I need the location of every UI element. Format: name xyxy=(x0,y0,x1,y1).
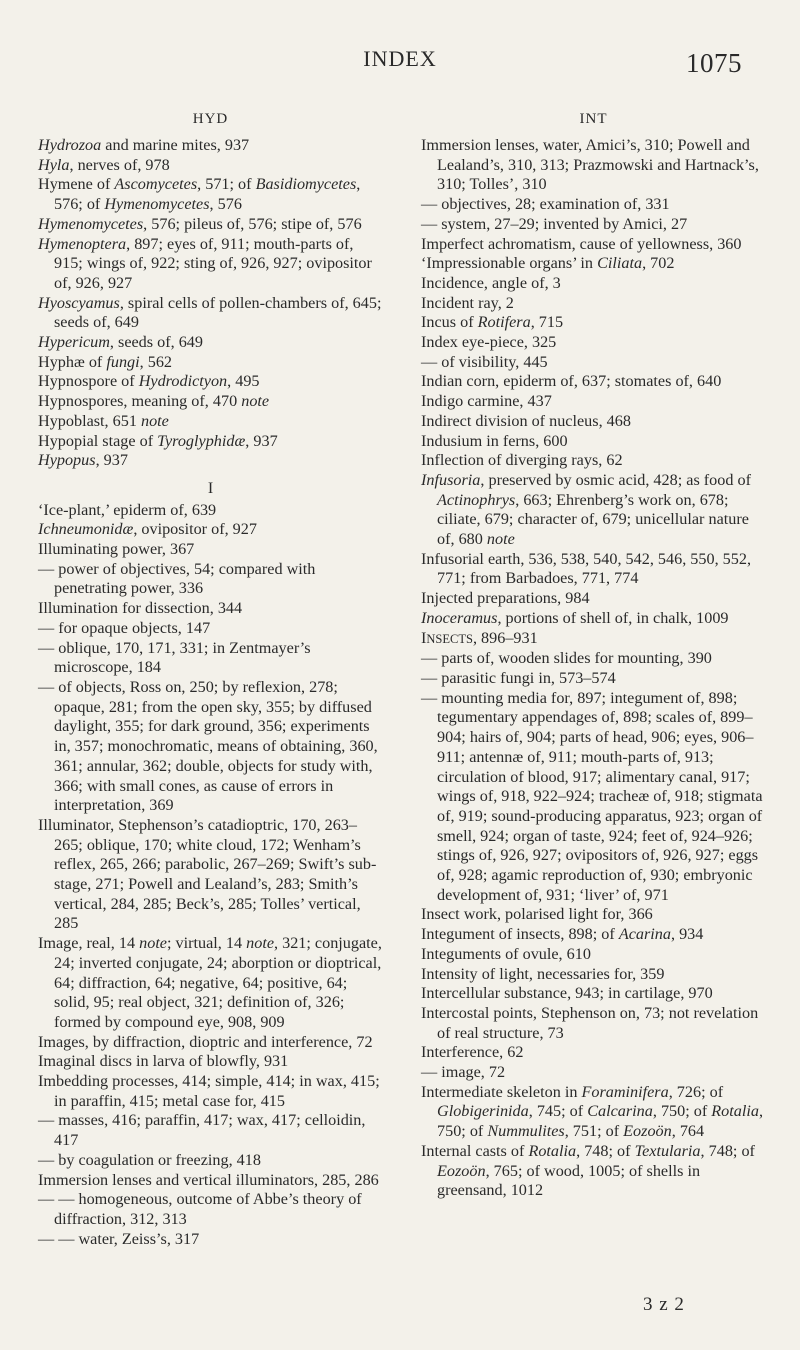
index-entry: Hymenomycetes, 576; pileus of, 576; stipe of, 576 xyxy=(38,214,362,233)
index-entry: Hymene of Ascomycetes, 571; of Basidiomycetes, 576; of Hymenomycetes, 576 xyxy=(38,175,361,214)
index-entry: Indigo carmine, 437 xyxy=(421,392,552,411)
index-entry: — power of objectives, 54; compared with penetrating power, 336 xyxy=(38,559,316,598)
letter-heading: I xyxy=(207,479,214,497)
index-entry: Internal casts of Rotalia, 748; of Textularia, 748; of Eozoön, 765; of wood, 1005; of shells in greensand, 1012 xyxy=(421,1141,755,1200)
index-entry: ‘Ice-plant,’ epiderm of, 639 xyxy=(38,500,217,519)
index-entry: — for opaque objects, 147 xyxy=(38,618,211,637)
index-entry: — masses, 416; paraffin, 417; wax, 417; celloidin, 417 xyxy=(38,1111,366,1150)
index-entry: Incident ray, 2 xyxy=(421,293,514,312)
index-entry: Infusoria, preserved by osmic acid, 428; as food of Actinophrys, 663; Ehrenberg’s work on, 678; ciliate, 679; character of, 679; unicellular nature of, 680 note xyxy=(421,470,751,549)
index-entry: — image, 72 xyxy=(421,1063,506,1082)
index-entry: Indirect division of nucleus, 468 xyxy=(421,411,631,430)
index-entry: Immersion lenses, water, Amici’s, 310; Powell and Lealand’s, 310, 313; Prazmowski and Hartnack’s, 310; Tolles’, 310 xyxy=(421,136,759,194)
index-entry: Intercostal points, Stephenson on, 73; not revelation of real structure, 73 xyxy=(421,1003,759,1042)
index-entry: Intermediate skeleton in Foraminifera, 726; of Globigerinida, 745; of Calcarina, 750; of Rotalia, 750; of Nummulites, 751; of Eozoön, 764 xyxy=(421,1082,764,1141)
index-entry: Hyoscyamus, spiral cells of pollen-chambers of, 645; seeds of, 649 xyxy=(38,293,382,332)
index-entry: — oblique, 170, 171, 331; in Zentmayer’s microscope, 184 xyxy=(38,638,311,677)
index-entry: Image, real, 14 note; virtual, 14 note, 321; conjugate, 24; inverted conjugate, 24; aborption or dioptrical, 64; diffraction, 64; negative, 64; positive, 64; solid, 95; real object, 321; definition of, 326; formed by compound eye, 908, 909 xyxy=(38,934,382,1031)
index-entry: Integument of insects, 898; of Acarina, 934 xyxy=(421,925,704,944)
index-entry: — of visibility, 445 xyxy=(421,352,548,371)
index-entry: — parts of, wooden slides for mounting, 390 xyxy=(421,649,712,668)
index-entry: Imbedding processes, 414; simple, 414; in wax, 415; in paraffin, 415; metal case for, 415 xyxy=(38,1072,380,1110)
index-entry: Incidence, angle of, 3 xyxy=(421,273,561,292)
index-entry: Immersion lenses and vertical illuminators, 285, 286 xyxy=(38,1170,379,1189)
index-entry: Hyla, nerves of, 978 xyxy=(38,155,170,174)
index-entry: Illuminating power, 367 xyxy=(38,540,195,559)
index-entry: Illumination for dissection, 344 xyxy=(38,599,243,618)
index-entry: Inflection of diverging rays, 62 xyxy=(421,451,623,470)
index-entry: — of objects, Ross on, 250; by reflexion, 278; opaque, 281; from the open sky, 355; by diffused daylight, 355; for dark ground, 356; experiments in, 357; monochromatic, means of obtaining, 360, 361; annular, 362; double, objects for study with, 366; with small cones, as cause of errors in interpretation, 369 xyxy=(38,677,378,815)
index-entry: Imperfect achromatism, cause of yellowness, 360 xyxy=(421,234,742,253)
index-entry: — by coagulation or freezing, 418 xyxy=(38,1150,261,1169)
index-entry: Ichneumonidæ, ovipositor of, 927 xyxy=(38,520,257,539)
index-entry: Index eye-piece, 325 xyxy=(421,333,557,352)
right-column-head: INT xyxy=(579,111,608,127)
index-entry: Indian corn, epiderm of, 637; stomates of, 640 xyxy=(421,372,722,391)
index-entry: Insect work, polarised light for, 366 xyxy=(421,905,653,924)
index-entry: — objectives, 28; examination of, 331 xyxy=(421,195,670,214)
index-entry: ‘Impressionable organs’ in Ciliata, 702 xyxy=(421,254,675,273)
page-number: 1075 xyxy=(686,48,742,78)
index-entry: Imaginal discs in larva of blowfly, 931 xyxy=(38,1052,289,1071)
index-entry: — parasitic fungi in, 573–574 xyxy=(421,668,616,687)
index-entry: Illuminator, Stephenson’s catadioptric, 170, 263–265; oblique, 170; white cloud, 172; Wenham’s reflex, 265, 266; parabolic, 267–269; Swift’s sub-stage, 271; Powell and Lealand’s, 283; Smith’s vertical, 284, 285; Beck’s, 285; Tolles’ vertical, 285 xyxy=(38,815,377,933)
index-entry: — — homogeneous, outcome of Abbe’s theory of diffraction, 312, 313 xyxy=(38,1190,362,1228)
index-entry: — system, 27–29; invented by Amici, 27 xyxy=(421,214,688,233)
index-entry: Interference, 62 xyxy=(421,1043,524,1062)
right-column xyxy=(421,110,766,1201)
index-entry: INSECTS, 896–931 xyxy=(421,628,538,647)
index-entry: Hypopus, 937 xyxy=(38,451,128,470)
left-column-head: HYD xyxy=(192,111,229,127)
index-entry: Infusorial earth, 536, 538, 540, 542, 546, 550, 552, 771; from Barbadoes, 771, 774 xyxy=(421,549,752,588)
index-entry: Hymenoptera, 897; eyes of, 911; mouth-parts of, 915; wings of, 922; sting of, 926, 927; ovipositor of, 926, 927 xyxy=(38,234,372,292)
running-title: INDEX xyxy=(363,46,437,71)
index-entry: Intensity of light, necessaries for, 359 xyxy=(421,964,665,983)
index-entry: — mounting media for, 897; integument of, 898; tegumentary appendages of, 898; scales of, 899–904; hairs of, 904; parts of head, 906; eyes, 906–911; antennæ of, 911; mouth-parts of, 913; circulation of blood, 917; alimentary canal, 917; wings of, 918, 922–924; tracheæ of, 918; stigmata of, 919; sound-producing apparatus, 923; organ of smell, 924; organ of taste, 924; feet of, 924–926; stings of, 926, 927; ovipositors of, 926, 927; eggs of, 928; agamic reproduction of, 930; embryonic development of, 931; ‘liver’ of, 971 xyxy=(421,688,763,904)
index-entry: Integuments of ovule, 610 xyxy=(421,944,591,963)
index-entry: Incus of Rotifera, 715 xyxy=(421,313,564,332)
index-entry: Hypopial stage of Tyroglyphidæ, 937 xyxy=(38,431,278,450)
right-entry-list xyxy=(421,136,766,1201)
index-entry: — — water, Zeiss’s, 317 xyxy=(38,1229,200,1248)
index-entry: Injected preparations, 984 xyxy=(421,589,590,608)
index-entry: Hypnospores, meaning of, 470 note xyxy=(38,392,270,411)
index-entry: Hydrozoa and marine mites, 937 xyxy=(38,136,250,154)
index-entry: Indusium in ferns, 600 xyxy=(421,431,568,450)
index-entry: Images, by diffraction, dioptric and interference, 72 xyxy=(38,1032,373,1051)
left-entry-list xyxy=(38,136,383,1249)
index-entry: Hypoblast, 651 note xyxy=(38,411,169,430)
index-entry: Hyphæ of fungi, 562 xyxy=(38,352,173,371)
index-entry: Inoceramus, portions of shell of, in chalk, 1009 xyxy=(421,608,729,627)
left-column xyxy=(38,110,383,1249)
index-entry: Hypericum, seeds of, 649 xyxy=(38,333,203,352)
index-entry: Intercellular substance, 943; in cartilage, 970 xyxy=(421,984,713,1003)
index-entry: Hypnospore of Hydrodictyon, 495 xyxy=(38,372,260,391)
running-head xyxy=(0,46,800,82)
signature-mark: 3 z 2 xyxy=(643,1294,685,1315)
